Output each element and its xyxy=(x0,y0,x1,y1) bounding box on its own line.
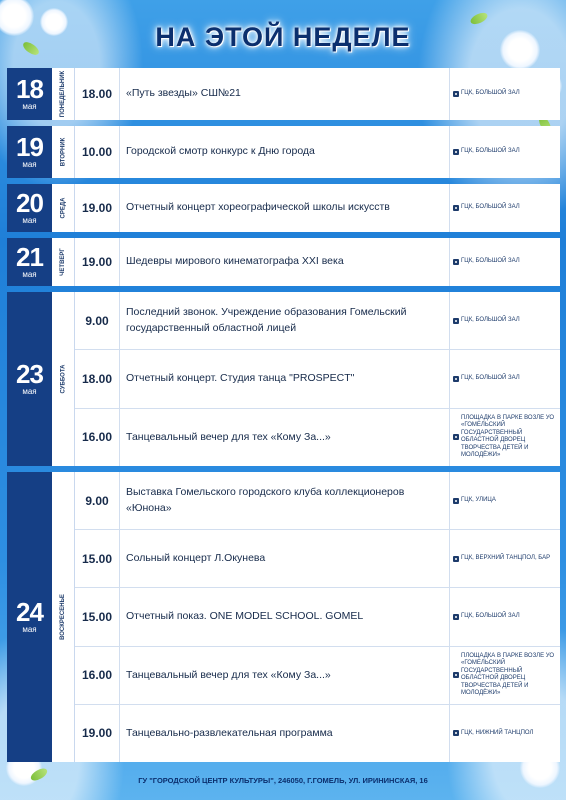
event-name: Отчетный показ. ONE MODEL SCHOOL. GOMEL xyxy=(120,588,450,645)
events-list xyxy=(75,184,560,232)
location-pin-icon xyxy=(453,556,459,562)
weekday-label: СУББОТА xyxy=(52,292,75,466)
event-venue: ГЦК, БОЛЬШОЙ ЗАЛ xyxy=(450,126,560,178)
event-time: 18.00 xyxy=(75,68,120,120)
location-pin-icon xyxy=(453,434,459,440)
event-time: 9.00 xyxy=(75,472,120,529)
event-name: Танцевальный вечер для тех «Кому За...» xyxy=(120,409,450,466)
location-pin-icon xyxy=(453,149,459,155)
date-month: мая xyxy=(22,216,37,225)
date-month: мая xyxy=(22,270,37,279)
day-block xyxy=(7,292,560,466)
event-name: Танцевальный вечер для тех «Кому За...» xyxy=(120,647,450,704)
event-row xyxy=(75,408,560,466)
location-pin-icon xyxy=(453,259,459,265)
event-venue: ГЦК, БОЛЬШОЙ ЗАЛ xyxy=(450,68,560,120)
date-day: 21 xyxy=(16,242,43,272)
event-time: 15.00 xyxy=(75,588,120,645)
location-pin-icon xyxy=(453,614,459,620)
event-venue: ГЦК, БОЛЬШОЙ ЗАЛ xyxy=(450,184,560,232)
event-name: Последний звонок. Учреждение образования Гомельский государственный областной лицей xyxy=(120,292,450,349)
event-name: Танцевально-развлекательная программа xyxy=(120,705,450,762)
event-time: 19.00 xyxy=(75,184,120,232)
date-month: мая xyxy=(22,625,37,634)
event-venue: ГЦК, НИЖНИЙ ТАНЦПОЛ xyxy=(450,705,560,762)
day-block xyxy=(7,238,560,286)
event-time: 16.00 xyxy=(75,647,120,704)
events-list xyxy=(75,292,560,466)
event-venue: ГЦК, БОЛЬШОЙ ЗАЛ xyxy=(450,350,560,407)
event-venue: ГЦК, БОЛЬШОЙ ЗАЛ xyxy=(450,238,560,286)
event-venue: ПЛОЩАДКА В ПАРКЕ ВОЗЛЕ УО «ГОМЕЛЬСКИЙ ГОСУДАРСТВЕННЫЙ ОБЛАСТНОЙ ДВОРЕЦ ТВОРЧЕСТВА ДЕТЕЙ И МОЛОДЁЖИ» xyxy=(450,409,560,466)
weekday-label: ВТОРНИК xyxy=(52,126,75,178)
event-row xyxy=(75,126,560,178)
date-day: 24 xyxy=(16,597,43,627)
events-list xyxy=(75,238,560,286)
event-row xyxy=(75,587,560,645)
weekday-label: ЧЕТВЕРГ xyxy=(52,238,75,286)
event-time: 19.00 xyxy=(75,705,120,762)
event-time: 15.00 xyxy=(75,530,120,587)
event-row xyxy=(75,184,560,232)
location-pin-icon xyxy=(453,205,459,211)
event-row xyxy=(75,292,560,349)
events-list xyxy=(75,126,560,178)
event-venue: ГЦК, БОЛЬШОЙ ЗАЛ xyxy=(450,588,560,645)
event-row xyxy=(75,472,560,529)
location-pin-icon xyxy=(453,318,459,324)
date-day: 18 xyxy=(16,74,43,104)
date-day: 20 xyxy=(16,188,43,218)
weekday-label: ПОНЕДЕЛЬНИК xyxy=(52,68,75,120)
date-day: 19 xyxy=(16,132,43,162)
location-pin-icon xyxy=(453,91,459,97)
date-badge xyxy=(7,184,52,232)
day-block xyxy=(7,68,560,120)
date-badge xyxy=(7,292,52,466)
event-row xyxy=(75,68,560,120)
event-name: Отчетный концерт хореографической школы искусств xyxy=(120,184,450,232)
event-name: Сольный концерт Л.Окунева xyxy=(120,530,450,587)
location-pin-icon xyxy=(453,672,459,678)
day-block xyxy=(7,184,560,232)
date-month: мая xyxy=(22,102,37,111)
date-badge xyxy=(7,126,52,178)
location-pin-icon xyxy=(453,498,459,504)
event-time: 19.00 xyxy=(75,238,120,286)
event-venue: ГЦК, БОЛЬШОЙ ЗАЛ xyxy=(450,292,560,349)
date-day: 23 xyxy=(16,359,43,389)
event-time: 18.00 xyxy=(75,350,120,407)
location-pin-icon xyxy=(453,376,459,382)
weekday-label: СРЕДА xyxy=(52,184,75,232)
event-row xyxy=(75,529,560,587)
event-row xyxy=(75,646,560,704)
event-venue: ПЛОЩАДКА В ПАРКЕ ВОЗЛЕ УО «ГОМЕЛЬСКИЙ ГОСУДАРСТВЕННЫЙ ОБЛАСТНОЙ ДВОРЕЦ ТВОРЧЕСТВА ДЕТЕЙ И МОЛОДЁЖИ» xyxy=(450,647,560,704)
event-name: Выставка Гомельского городского клуба коллекционеров «Юнона» xyxy=(120,472,450,529)
event-venue: ГЦК, ВЕРХНИЙ ТАНЦПОЛ, БАР xyxy=(450,530,560,587)
event-time: 9.00 xyxy=(75,292,120,349)
day-block xyxy=(7,472,560,762)
event-row xyxy=(75,238,560,286)
event-name: «Путь звезды» СШ№21 xyxy=(120,68,450,120)
events-list xyxy=(75,68,560,120)
day-block xyxy=(7,126,560,178)
event-venue: ГЦК, УЛИЦА xyxy=(450,472,560,529)
event-time: 10.00 xyxy=(75,126,120,178)
date-badge xyxy=(7,238,52,286)
date-badge xyxy=(7,472,52,762)
date-month: мая xyxy=(22,160,37,169)
event-time: 16.00 xyxy=(75,409,120,466)
event-name: Шедевры мирового кинематографа XXI века xyxy=(120,238,450,286)
weekday-label: ВОСКРЕСЕНЬЕ xyxy=(52,472,75,762)
date-badge xyxy=(7,68,52,120)
location-pin-icon xyxy=(453,730,459,736)
page-title: НА ЭТОЙ НЕДЕЛЕ xyxy=(155,22,411,52)
footer-address: ГУ "ГОРОДСКОЙ ЦЕНТР КУЛЬТУРЫ", 246050, Г.ГОМЕЛЬ, УЛ. ИРИНИНСКАЯ, 16 xyxy=(138,776,428,785)
event-name: Отчетный концерт. Студия танца "PROSPECT" xyxy=(120,350,450,407)
event-row xyxy=(75,349,560,407)
schedule xyxy=(7,68,560,768)
event-row xyxy=(75,704,560,762)
date-month: мая xyxy=(22,387,37,396)
events-list xyxy=(75,472,560,762)
event-name: Городской смотр конкурс к Дню города xyxy=(120,126,450,178)
